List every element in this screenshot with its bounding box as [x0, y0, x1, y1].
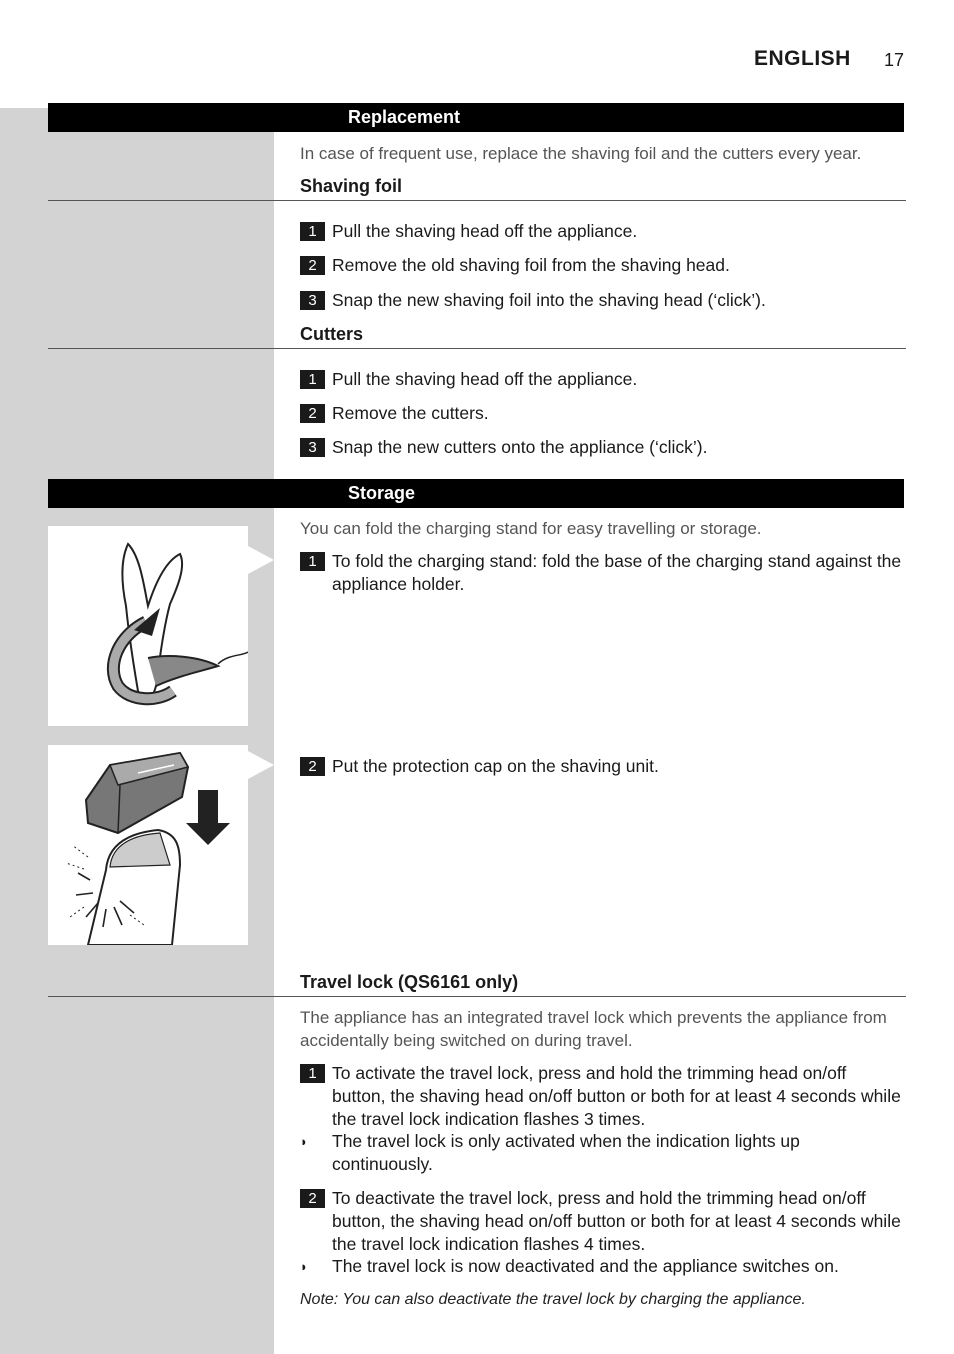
language-heading: ENGLISH — [754, 47, 851, 70]
protection-cap-icon — [48, 745, 248, 945]
step-number: 1 — [300, 1064, 325, 1083]
step-item — [300, 402, 904, 425]
bullet-item — [300, 1255, 904, 1278]
step-number: 2 — [300, 1189, 325, 1208]
step-number: 3 — [300, 438, 325, 457]
step-number: 3 — [300, 291, 325, 310]
page-number: 17 — [884, 50, 905, 70]
bullet-icon: ◗ — [300, 1259, 308, 1274]
section-title-replacement: Replacement — [348, 107, 461, 127]
section-title-storage: Storage — [348, 483, 416, 503]
step-text: To deactivate the travel lock, press and hold the trimming head on/off button, the shaving head on/off button or both for at least 4 seconds while the travel lock indication flashes 4 times. — [332, 1188, 901, 1254]
bullet-text: The travel lock is only activated when the indication lights up continuously. — [332, 1131, 800, 1174]
replacement-intro: In case of frequent use, replace the shaving foil and the cutters every year. — [300, 144, 862, 163]
step-text: Remove the old shaving foil from the shaving head. — [332, 255, 730, 275]
step-item — [300, 436, 904, 459]
charging-stand-fold-icon — [48, 526, 248, 726]
step-text: Pull the shaving head off the appliance. — [332, 221, 638, 241]
fold-charging-stand-illustration — [48, 526, 248, 726]
step-number: 2 — [300, 757, 325, 776]
step-text: To activate the travel lock, press and hold the trimming head on/off button, the shaving head on/off button or both for at least 4 seconds while the travel lock indication flashes 3 times. — [332, 1063, 901, 1129]
step-number: 1 — [300, 370, 325, 389]
step-text: Snap the new cutters onto the appliance (‘click’). — [332, 437, 708, 457]
step-text: Remove the cutters. — [332, 403, 489, 423]
step-item — [300, 368, 904, 391]
step-number: 2 — [300, 256, 325, 275]
divider — [48, 200, 906, 201]
step-text: To fold the charging stand: fold the base of the charging stand against the appliance holder. — [332, 551, 902, 594]
step-item — [300, 289, 904, 312]
protection-cap-illustration — [48, 745, 248, 945]
section-bar-replacement — [48, 103, 904, 132]
bullet-text: The travel lock is now deactivated and the appliance switches on. — [332, 1256, 839, 1276]
bullet-item — [300, 1130, 904, 1176]
step-text: Snap the new shaving foil into the shaving head (‘click’). — [332, 290, 766, 310]
step-text: Put the protection cap on the shaving unit. — [332, 756, 659, 776]
step-item — [300, 550, 904, 596]
subheading-travel-lock: Travel lock (QS6161 only) — [300, 972, 519, 992]
divider — [48, 348, 906, 349]
travel-lock-note: Note: You can also deactivate the travel lock by charging the appliance. — [300, 1291, 806, 1308]
page-margin-sidebar — [0, 108, 274, 1354]
illustration-pointer — [248, 751, 274, 779]
step-number: 1 — [300, 222, 325, 241]
subheading-cutters: Cutters — [300, 324, 364, 344]
step-text: Pull the shaving head off the appliance. — [332, 369, 638, 389]
travel-lock-intro: The appliance has an integrated travel lock which prevents the appliance from accidentally being switched on during travel. — [300, 1008, 887, 1050]
section-bar-storage — [48, 479, 904, 508]
step-item — [300, 1062, 904, 1131]
step-number: 2 — [300, 404, 325, 423]
illustration-pointer — [248, 546, 274, 574]
storage-intro: You can fold the charging stand for easy travelling or storage. — [300, 519, 762, 538]
step-item — [300, 254, 904, 277]
subheading-shaving-foil: Shaving foil — [300, 176, 403, 196]
step-number: 1 — [300, 552, 325, 571]
bullet-icon: ◗ — [300, 1134, 308, 1149]
step-item — [300, 1187, 904, 1256]
step-item — [300, 220, 904, 243]
step-item — [300, 755, 904, 778]
divider — [48, 996, 906, 997]
